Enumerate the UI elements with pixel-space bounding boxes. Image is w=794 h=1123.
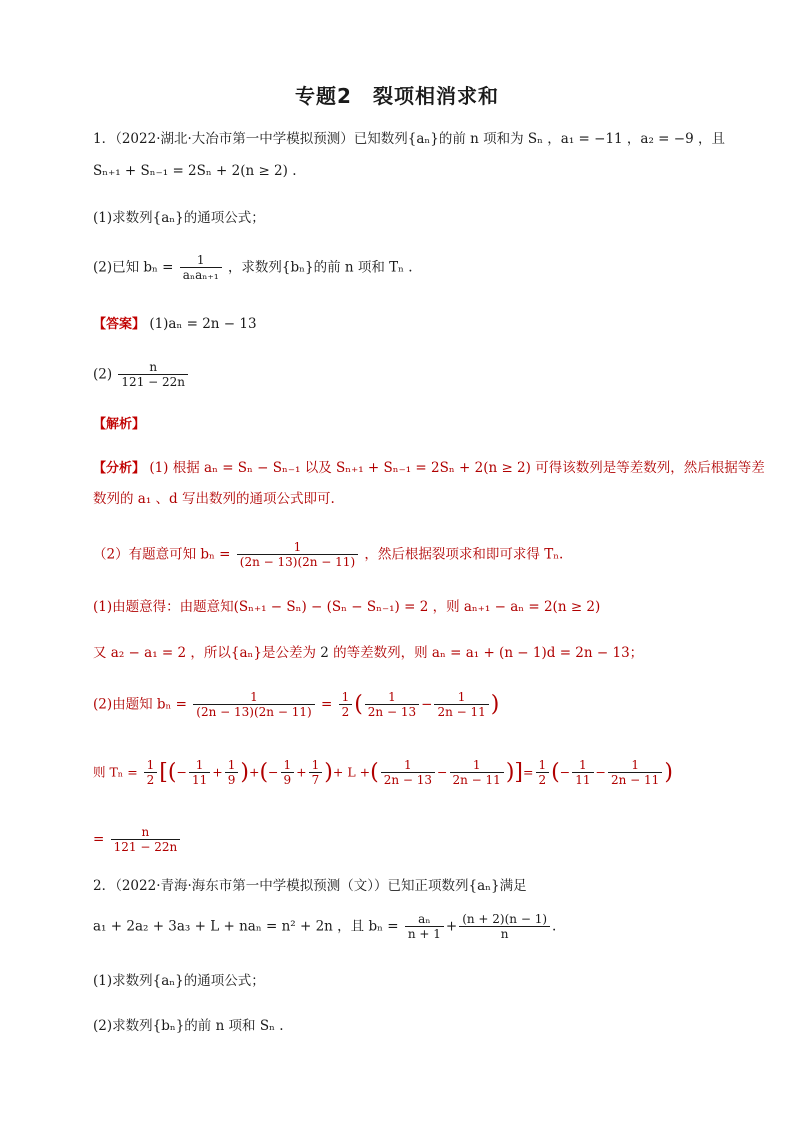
- fraction-denominator: 2n − 11: [608, 772, 662, 788]
- fraction-denominator: 2: [339, 704, 353, 720]
- fraction-denominator: 7: [309, 772, 323, 788]
- q2-part1: (1)求数列{aₙ}的通项公式；: [93, 973, 265, 989]
- r1-fraction: [572, 758, 593, 788]
- fraction-numerator: n: [141, 825, 150, 839]
- q2-condition: [93, 912, 734, 942]
- fraction-numerator: 1: [404, 758, 412, 772]
- right-paren: ): [664, 760, 673, 785]
- analysis-heading: [93, 415, 734, 434]
- fraction-numerator: 1: [227, 758, 236, 772]
- term-a-fraction: [365, 690, 419, 720]
- q2-part2: (2)求数列{bₙ}的前 n 项和 Sₙ .: [93, 1018, 284, 1034]
- fenxi2-pre: （2）有题意可知 bₙ =: [93, 546, 231, 563]
- ellipsis-term: + L +: [332, 764, 371, 780]
- q1-intro: 1．（2022·湖北·大冶市第一中学模拟预测）已知数列{aₙ}的前 n 项和为 Sₙ ，a₁ = −11 ，a₂ = −9 ，且: [93, 131, 725, 147]
- half-fraction: [339, 690, 353, 720]
- solution-line3: (2)由题知 bₙ = $\frac{1}{(2n - 13)(2n - 11)}$ = $\frac{1}{2}$ ( $\frac{1}{2n - 13}$ − $\frac{1}{2n - 11}$ ): [93, 690, 500, 719]
- fraction-numerator: 1: [293, 540, 302, 554]
- fraction-numerator: 1: [146, 758, 155, 772]
- fraction-numerator: 1: [579, 758, 587, 772]
- fraction-denominator: 2n − 11: [450, 772, 504, 788]
- left-paren: (: [551, 760, 560, 785]
- plus-sign: +: [445, 918, 458, 935]
- fraction-denominator: 2n − 11: [434, 704, 488, 720]
- fraction-numerator: (n + 2)(n − 1): [462, 912, 548, 926]
- fraction-denominator: (2n − 13)(2n − 11): [193, 704, 314, 720]
- fraction-denominator: aₙaₙ₊₁: [180, 267, 222, 283]
- solution-line2-rest: 的等差数列，则 aₙ = a₁ + (n − 1)d = 2n − 13；: [333, 645, 644, 661]
- left-paren: (: [259, 760, 269, 785]
- fraction-denominator: 2n − 13: [381, 772, 435, 788]
- right-paren: ): [324, 760, 333, 785]
- fenxi-text1: (1) 根据 aₙ = Sₙ − Sₙ₋₁ 以及 Sₙ₊₁ + Sₙ₋₁ = 2Sₙ + 2(n ≥ 2) 可得该数列是等差数列，然后根据等差: [149, 460, 765, 476]
- page-title: 专题2 裂项相消求和: [295, 84, 499, 108]
- sum-line: 则 Tₙ = $\frac{1}{2}$ [(− $\frac{1}{11}$ + $\frac{1}{9}$ )+(− $\frac{1}{9}$ + $\frac{1}{7}$ )+ L +( $\frac{1}{2n - 13}$ − $\frac{1}{2n - 11}$ )]= $\frac{1}{2}$ (− $\frac{1}{11}$ − $\frac{1}{2n - 11}$ ): [93, 758, 673, 787]
- t1-fraction: [189, 758, 210, 788]
- fraction-denominator: 121 − 22n: [111, 839, 181, 855]
- right-bracket: ]: [514, 760, 524, 785]
- fraction-numerator: 1: [457, 690, 466, 704]
- answer-2-fraction: [118, 360, 188, 390]
- q1-part2: [93, 253, 734, 283]
- fraction-denominator: 11: [572, 772, 593, 788]
- fraction-denominator: 2: [144, 772, 158, 788]
- term-b-fraction: [434, 690, 488, 720]
- t3-fraction: [281, 758, 295, 788]
- equals-sign: =: [320, 696, 333, 713]
- fraction-denominator: 121 − 22n: [118, 374, 188, 390]
- fraction-denominator: 9: [225, 772, 239, 788]
- q1-answer-line1: [93, 315, 734, 334]
- fraction-numerator: 1: [538, 758, 547, 772]
- fraction-numerator: 1: [631, 758, 639, 772]
- solution-part2-fraction: [193, 690, 314, 720]
- answer-2-pre: (2): [93, 366, 113, 383]
- solution-line2-red: 又 a₂ − a₁ = 2 ，所以{aₙ}是公差为: [93, 645, 316, 661]
- sum-pre: 则 Tₙ =: [93, 764, 138, 780]
- fraction-numerator: 1: [388, 690, 396, 704]
- fraction-numerator: 1: [311, 758, 320, 772]
- fenxi-tag: 【分析】: [93, 461, 146, 476]
- q1-part1: (1)求数列{aₙ}的通项公式；: [93, 210, 265, 226]
- q1-condition: Sₙ₊₁ + Sₙ₋₁ = 2Sₙ + 2(n ≥ 2) .: [93, 163, 297, 179]
- fraction-numerator: 1: [250, 690, 258, 704]
- solution-line1: (1)由题意得：由题意知(Sₙ₊₁ − Sₙ) − (Sₙ − Sₙ₋₁) = 2 ，则 aₙ₊₁ − aₙ = 2(n ≥ 2): [93, 599, 601, 615]
- q1-answer-line2: [93, 360, 734, 390]
- q1-part2-post: ，求数列{bₙ}的前 n 项和 Tₙ .: [227, 259, 413, 276]
- q2-condition-pre: a₁ + 2a₂ + 3a₃ + L + naₙ = n² + 2n ，且 bₙ =: [93, 918, 399, 935]
- fenxi-line3: [93, 540, 734, 570]
- right-paren: ): [490, 692, 500, 717]
- left-paren: (: [370, 760, 379, 785]
- period: .: [552, 918, 557, 935]
- half-fraction: [144, 758, 158, 788]
- solution-line2-number: 2: [315, 645, 334, 661]
- fraction-denominator: (2n − 13)(2n − 11): [237, 554, 358, 570]
- fraction-denominator: 9: [281, 772, 295, 788]
- t4-fraction: [309, 758, 323, 788]
- q1-part2-fraction: [180, 253, 222, 283]
- solution-part2-pre: (2)由题知 bₙ =: [93, 696, 187, 713]
- fraction-numerator: 1: [195, 758, 204, 772]
- fraction-numerator: aₙ: [418, 912, 431, 926]
- right-paren: ): [505, 760, 515, 785]
- fraction-numerator: 1: [341, 690, 350, 704]
- fraction-denominator: 2n − 13: [365, 704, 419, 720]
- solution-line2: [93, 644, 734, 662]
- left-paren: (: [167, 760, 177, 785]
- fraction-denominator: n + 1: [405, 926, 444, 942]
- r2-fraction: [608, 758, 662, 788]
- t2-fraction: [225, 758, 239, 788]
- q2-fraction-2: [459, 912, 550, 942]
- fenxi2-fraction: [237, 540, 358, 570]
- fraction-numerator: 1: [472, 758, 481, 772]
- answer-tag: 【答案】: [93, 317, 146, 332]
- fraction-denominator: n: [459, 926, 550, 942]
- q2-intro: 2．（2022·青海·海东市第一中学模拟预测（文））已知正项数列{aₙ}满足: [93, 878, 527, 894]
- fenxi-line2: 数列的 a₁ 、d 写出数列的通项公式即可.: [93, 491, 335, 507]
- fenxi2-post: ，然后根据裂项求和即可求得 Tₙ.: [364, 546, 564, 563]
- final-fraction: [111, 825, 181, 855]
- t6-fraction: [450, 758, 504, 788]
- fraction-denominator: 11: [189, 772, 210, 788]
- answer-1: (1)aₙ = 2n − 13: [149, 316, 257, 332]
- t5-fraction: [381, 758, 435, 788]
- half-fraction: [536, 758, 550, 788]
- fraction-denominator: 2: [536, 772, 550, 788]
- analysis-tag: 【解析】: [93, 417, 146, 432]
- q2-fraction-1: [405, 912, 444, 942]
- fraction-numerator: n: [149, 360, 158, 374]
- left-bracket: [: [159, 760, 168, 785]
- fraction-numerator: 1: [196, 253, 205, 267]
- q1-part2-pre: (2)已知 bₙ =: [93, 259, 174, 276]
- fenxi-line1: [93, 459, 765, 478]
- final-line: [93, 825, 734, 855]
- fraction-numerator: 1: [283, 758, 292, 772]
- right-paren: ): [240, 760, 249, 785]
- left-paren: (: [354, 692, 363, 717]
- equals-sign: =: [93, 831, 105, 848]
